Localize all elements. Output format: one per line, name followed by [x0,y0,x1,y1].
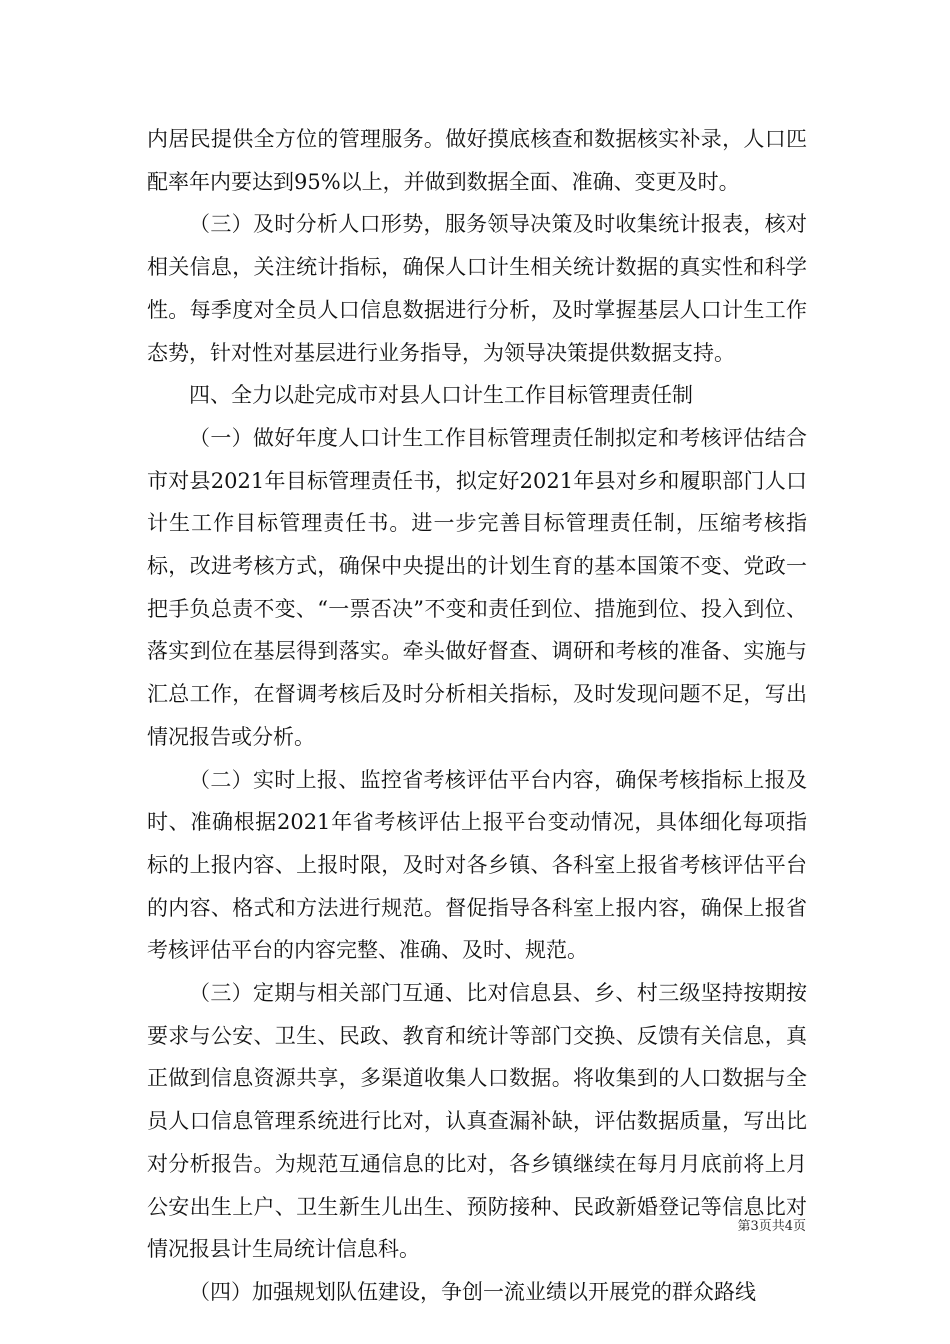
paragraph-2: （三）及时分析人口形势，服务领导决策及时收集统计报表，核对相关信息，关注统计指标，确保人口计生相关统计数据的真实性和科学性。每季度对全员人口信息数据进行分析，及时掌握基层人口计生工作态势，针对性对基层进行业务指导，为领导决策提供数据支持。 [147,212,807,365]
page-number-footer: 第3页共4页 [737,1219,806,1234]
paragraph-6: （四）加强规划队伍建设，争创一流业绩以开展党的群众路线 [189,1279,756,1304]
paragraph-4: （二）实时上报、监控省考核评估平台内容，确保考核指标上报及时、准确根据2021年省考核评估上报平台变动情况，具体细化每项指标的上报内容、上报时限，及时对各乡镇、各科室上报省考核评估平台的内容、格式和方法进行规范。督促指导各科室上报内容，确保上报省考核评估平台的内容完整、准确、及时、规范。 [147,767,807,963]
paragraph-5: （三）定期与相关部门互通、比对信息县、乡、村三级坚持按期按要求与公安、卫生、民政、教育和统计等部门交换、反馈有关信息，真正做到信息资源共享，多渠道收集人口数据。将收集到的人口数据与全员人口信息管理系统进行比对，认真查漏补缺，评估数据质量，写出比对分析报告。为规范互通信息的比对，各乡镇继续在每月月底前将上月公安出生上户、卫生新生儿出生、预防接种、民政新婚登记等信息比对情况报县计生局统计信息科。 [147,981,807,1262]
document-body [147,118,807,1314]
section-heading-4: 四、全力以赴完成市对县人口计生工作目标管理责任制 [189,383,693,408]
paragraph-3: （一）做好年度人口计生工作目标管理责任制拟定和考核评估结合市对县2021年目标管理责任书，拟定好2021年县对乡和履职部门人口计生工作目标管理责任书。进一步完善目标管理责任制，压缩考核指标，改进考核方式，确保中央提出的计划生育的基本国策不变、党政一把手负总责不变、“一票否决”不变和责任到位、措施到位、投入到位、落实到位在基层得到落实。牵头做好督查、调研和考核的准备、实施与汇总工作，在督调考核后及时分析相关指标，及时发现问题不足，写出情况报告或分析。 [147,425,807,749]
paragraph-1: 内居民提供全方位的管理服务。做好摸底核查和数据核实补录，人口匹配率年内要达到95%以上，并做到数据全面、准确、变更及时。 [147,127,807,194]
